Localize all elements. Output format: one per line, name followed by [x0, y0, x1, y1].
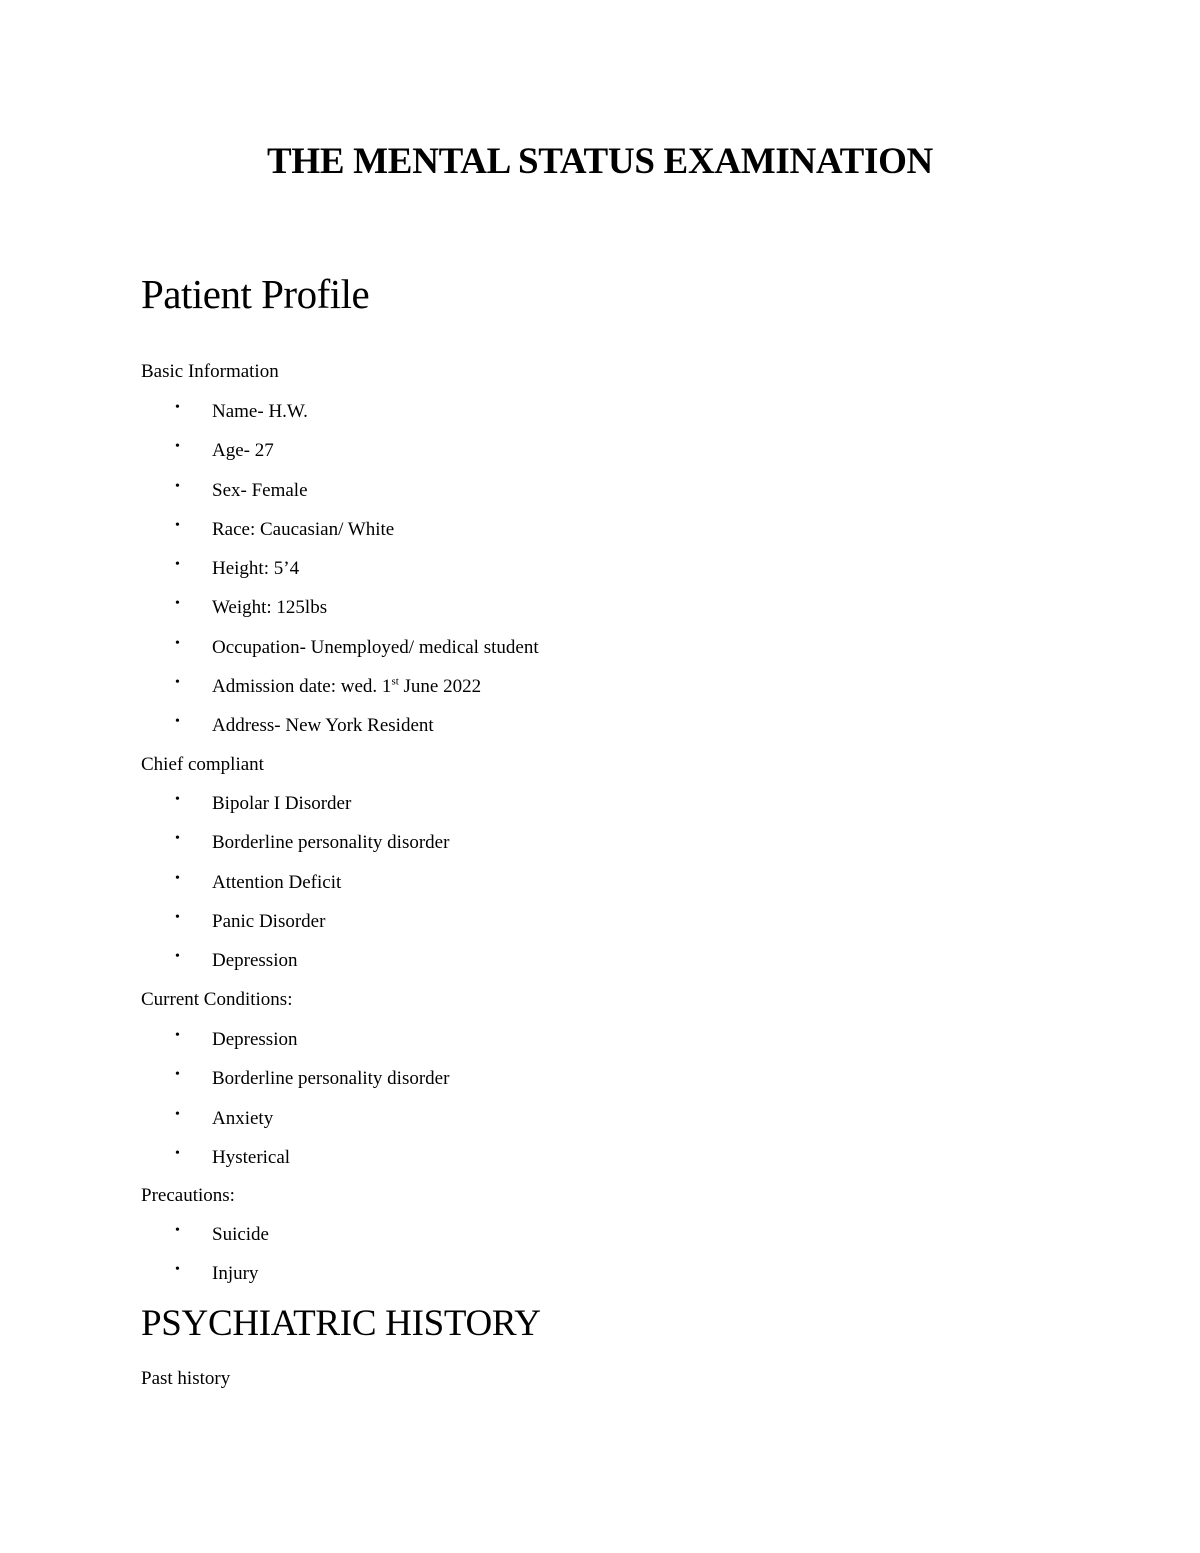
bullet-icon: •: [175, 792, 180, 807]
document-title: THE MENTAL STATUS EXAMINATION: [267, 141, 933, 182]
current-condition-item: Hysterical: [212, 1146, 291, 1168]
basic-info-age: Age- 27: [212, 440, 274, 462]
current-condition-item: Depression: [212, 1029, 298, 1050]
past-history-label: Past history: [141, 1368, 231, 1389]
bullet-icon: •: [175, 439, 180, 455]
bullet-icon: •: [175, 909, 180, 925]
chief-compliant-item: Depression: [212, 950, 298, 972]
basic-info-name: Name- H.W.: [212, 401, 308, 422]
bullet-icon: •: [175, 1106, 180, 1122]
admission-date-ordinal: st: [391, 675, 399, 688]
admission-date-suffix: June 2022: [398, 676, 482, 698]
bullet-icon: •: [175, 517, 180, 533]
bullet-icon: •: [175, 596, 180, 612]
bullet-icon: •: [175, 870, 180, 886]
precaution-item: Injury: [212, 1263, 259, 1285]
bullet-icon: •: [175, 1145, 180, 1161]
psychiatric-history-heading: PSYCHIATRIC HISTORY: [141, 1303, 541, 1344]
basic-information-label: Basic Information: [141, 361, 279, 382]
precautions-label: Precautions:: [141, 1185, 235, 1206]
bullet-icon: •: [175, 1028, 180, 1043]
bullet-icon: •: [175, 1223, 180, 1238]
bullet-icon: •: [175, 478, 180, 494]
chief-compliant-item: Bipolar I Disorder: [212, 793, 352, 814]
bullet-icon: •: [175, 635, 180, 651]
basic-info-height: Height: 5’4: [212, 558, 300, 580]
chief-compliant-item: Panic Disorder: [212, 910, 326, 932]
current-condition-item: Anxiety: [212, 1107, 274, 1129]
bullet-icon: •: [175, 557, 180, 573]
chief-compliant-item: Attention Deficit: [212, 871, 342, 893]
bullet-icon: •: [175, 949, 180, 965]
bullet-icon: •: [175, 1262, 180, 1278]
chief-compliant-label: Chief compliant: [141, 754, 264, 775]
basic-info-occupation: Occupation- Unemployed/ medical student: [212, 636, 539, 658]
bullet-icon: •: [175, 1067, 180, 1083]
basic-info-weight: Weight: 125lbs: [212, 597, 328, 619]
basic-info-sex: Sex- Female: [212, 479, 308, 501]
current-condition-item: Borderline personality disorder: [212, 1068, 450, 1090]
basic-info-admission-date: [212, 675, 481, 699]
basic-info-race: Race: Caucasian/ White: [212, 518, 395, 540]
admission-date-prefix: Admission date: wed. 1: [212, 676, 392, 698]
basic-info-address: Address- New York Resident: [212, 715, 434, 737]
precaution-item: Suicide: [212, 1224, 269, 1245]
bullet-icon: •: [175, 675, 180, 691]
chief-compliant-item: Borderline personality disorder: [212, 832, 450, 854]
bullet-icon: •: [175, 400, 180, 415]
bullet-icon: •: [175, 831, 180, 847]
bullet-icon: •: [175, 714, 180, 730]
patient-profile-heading: Patient Profile: [141, 271, 370, 317]
current-conditions-label: Current Conditions:: [141, 989, 293, 1010]
